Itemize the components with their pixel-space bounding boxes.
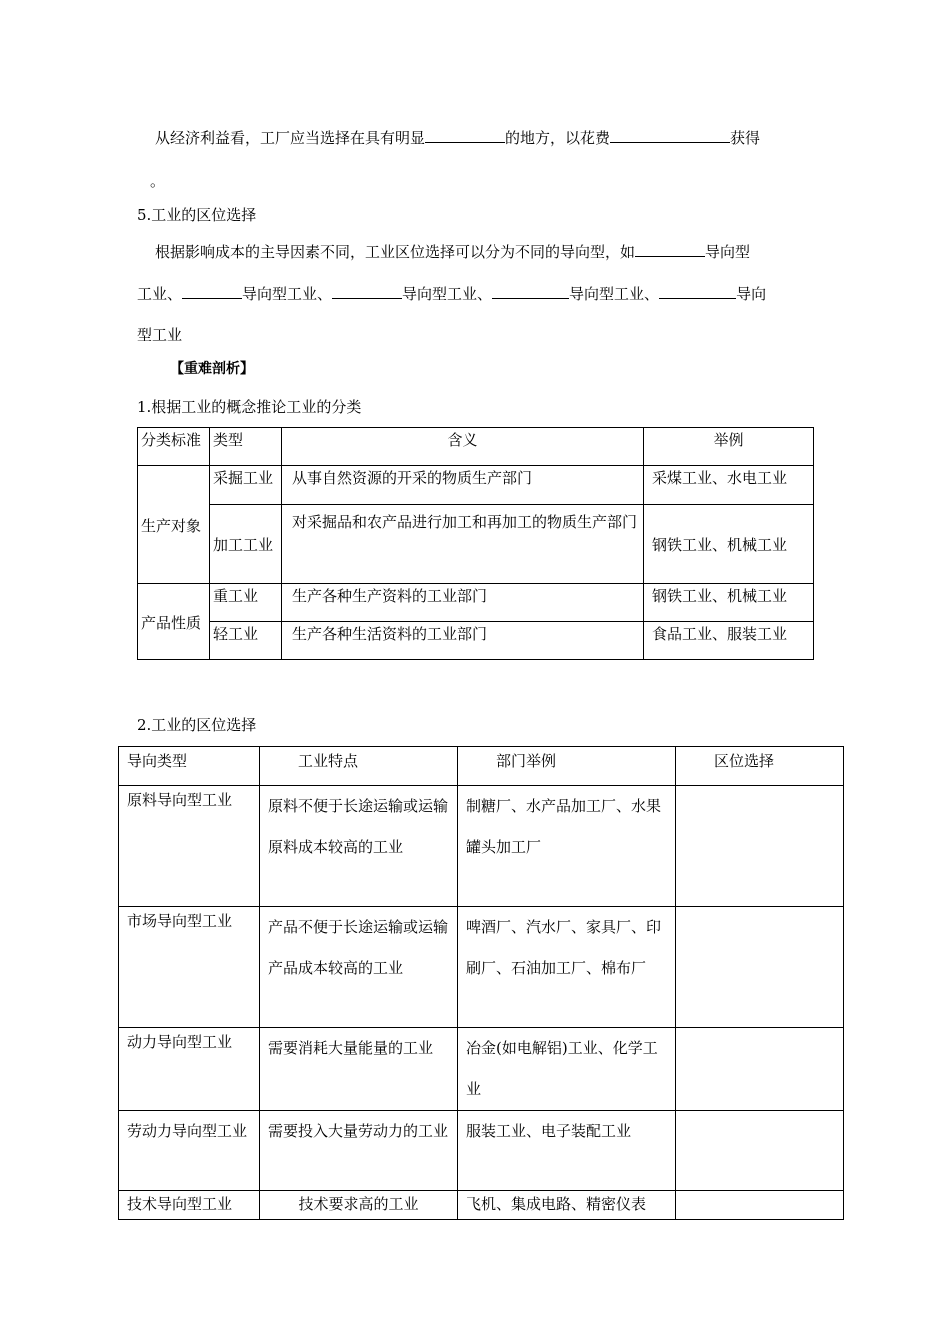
fill-blank[interactable] (425, 128, 505, 143)
table1-caption: 1.根据工业的概念推论工业的分类 (137, 398, 362, 416)
table-cell: 冶金(如电解铝)工业、化学工业 (458, 1028, 676, 1111)
location-input-cell[interactable] (676, 907, 844, 1028)
table-cell: 市场导向型工业 (119, 907, 260, 1028)
table-cell: 产品不便于长途运输或运输产品成本较高的工业 (260, 907, 458, 1028)
table-header-row (119, 747, 844, 786)
location-input-cell[interactable] (676, 1111, 844, 1191)
header-cell: 分类标准 (138, 428, 210, 466)
table-cell: 轻工业 (210, 622, 282, 660)
table-row (138, 584, 814, 622)
location-input-cell[interactable] (676, 1028, 844, 1111)
location-orientation-table (118, 746, 844, 1220)
table-cell: 啤酒厂、汽水厂、家具厂、印刷厂、石油加工厂、棉布厂 (458, 907, 676, 1028)
table-cell: 生产对象 (138, 466, 210, 584)
table-cell: 需要投入大量劳动力的工业 (260, 1111, 458, 1191)
section5-line-2: 工业、 导向型工业、 导向型工业、 导向型工业、 导向 (137, 285, 767, 303)
header-cell: 导向类型 (119, 747, 260, 786)
fill-blank[interactable] (332, 284, 402, 299)
table-cell: 钢铁工业、机械工业 (644, 584, 814, 622)
section5-line-3: 型工业 (137, 326, 183, 344)
table-row (138, 466, 814, 505)
table-cell: 服装工业、电子装配工业 (458, 1111, 676, 1191)
table-cell: 采掘工业 (210, 466, 282, 505)
table-cell: 生产各种生产资料的工业部门 (282, 584, 644, 622)
table-cell: 技术导向型工业 (119, 1191, 260, 1220)
table-cell: 采煤工业、水电工业 (644, 466, 814, 505)
table-cell: 钢铁工业、机械工业 (644, 505, 814, 584)
table-cell: 需要消耗大量能量的工业 (260, 1028, 458, 1111)
table-row (138, 505, 814, 584)
table-row (138, 622, 814, 660)
table-row (119, 1028, 844, 1111)
table-cell: 劳动力导向型工业 (119, 1111, 260, 1191)
table-cell: 对采掘品和农产品进行加工和再加工的物质生产部门 (282, 505, 644, 584)
table-cell: 制糖厂、水产品加工厂、水果罐头加工厂 (458, 786, 676, 907)
fill-blank[interactable] (182, 284, 242, 299)
table-cell: 原料导向型工业 (119, 786, 260, 907)
table-row (119, 786, 844, 907)
analysis-heading: 【重难剖析】 (170, 361, 254, 377)
table-cell: 飞机、集成电路、精密仪表 (458, 1191, 676, 1220)
fill-blank[interactable] (610, 128, 730, 143)
location-input-cell[interactable] (676, 1191, 844, 1220)
table-row (119, 907, 844, 1028)
fill-blank[interactable] (492, 284, 569, 299)
header-cell: 部门举例 (458, 747, 676, 786)
fill-blank[interactable] (635, 242, 705, 257)
header-cell: 工业特点 (260, 747, 458, 786)
fill-blank[interactable] (659, 284, 736, 299)
table-cell: 原料不便于长途运输或运输原料成本较高的工业 (260, 786, 458, 907)
classification-table (137, 427, 814, 660)
location-input-cell[interactable] (676, 786, 844, 907)
header-cell: 类型 (210, 428, 282, 466)
table-cell: 重工业 (210, 584, 282, 622)
table-row (119, 1111, 844, 1191)
header-cell: 举例 (644, 428, 814, 466)
table-cell: 食品工业、服装工业 (644, 622, 814, 660)
paragraph-line-1: 从经济利益看，工厂应当选择在具有明显 的地方，以花费 获得 (155, 129, 761, 147)
table-cell: 产品性质 (138, 584, 210, 660)
table2-caption: 2.工业的区位选择 (137, 716, 257, 734)
table-row (119, 1191, 844, 1220)
section5-line-1: 根据影响成本的主导因素不同，工业区位选择可以分为不同的导向型，如 导向型 (155, 243, 751, 261)
header-cell: 区位选择 (676, 747, 844, 786)
table-cell: 动力导向型工业 (119, 1028, 260, 1111)
table-cell: 加工工业 (210, 505, 282, 584)
header-cell: 含义 (282, 428, 644, 466)
table-header-row (138, 428, 814, 466)
table-cell: 生产各种生活资料的工业部门 (282, 622, 644, 660)
section-heading: 5.工业的区位选择 (137, 206, 257, 224)
table-cell: 技术要求高的工业 (260, 1191, 458, 1220)
paragraph-line-2: 。 (150, 172, 166, 190)
table-cell: 从事自然资源的开采的物质生产部门 (282, 466, 644, 505)
